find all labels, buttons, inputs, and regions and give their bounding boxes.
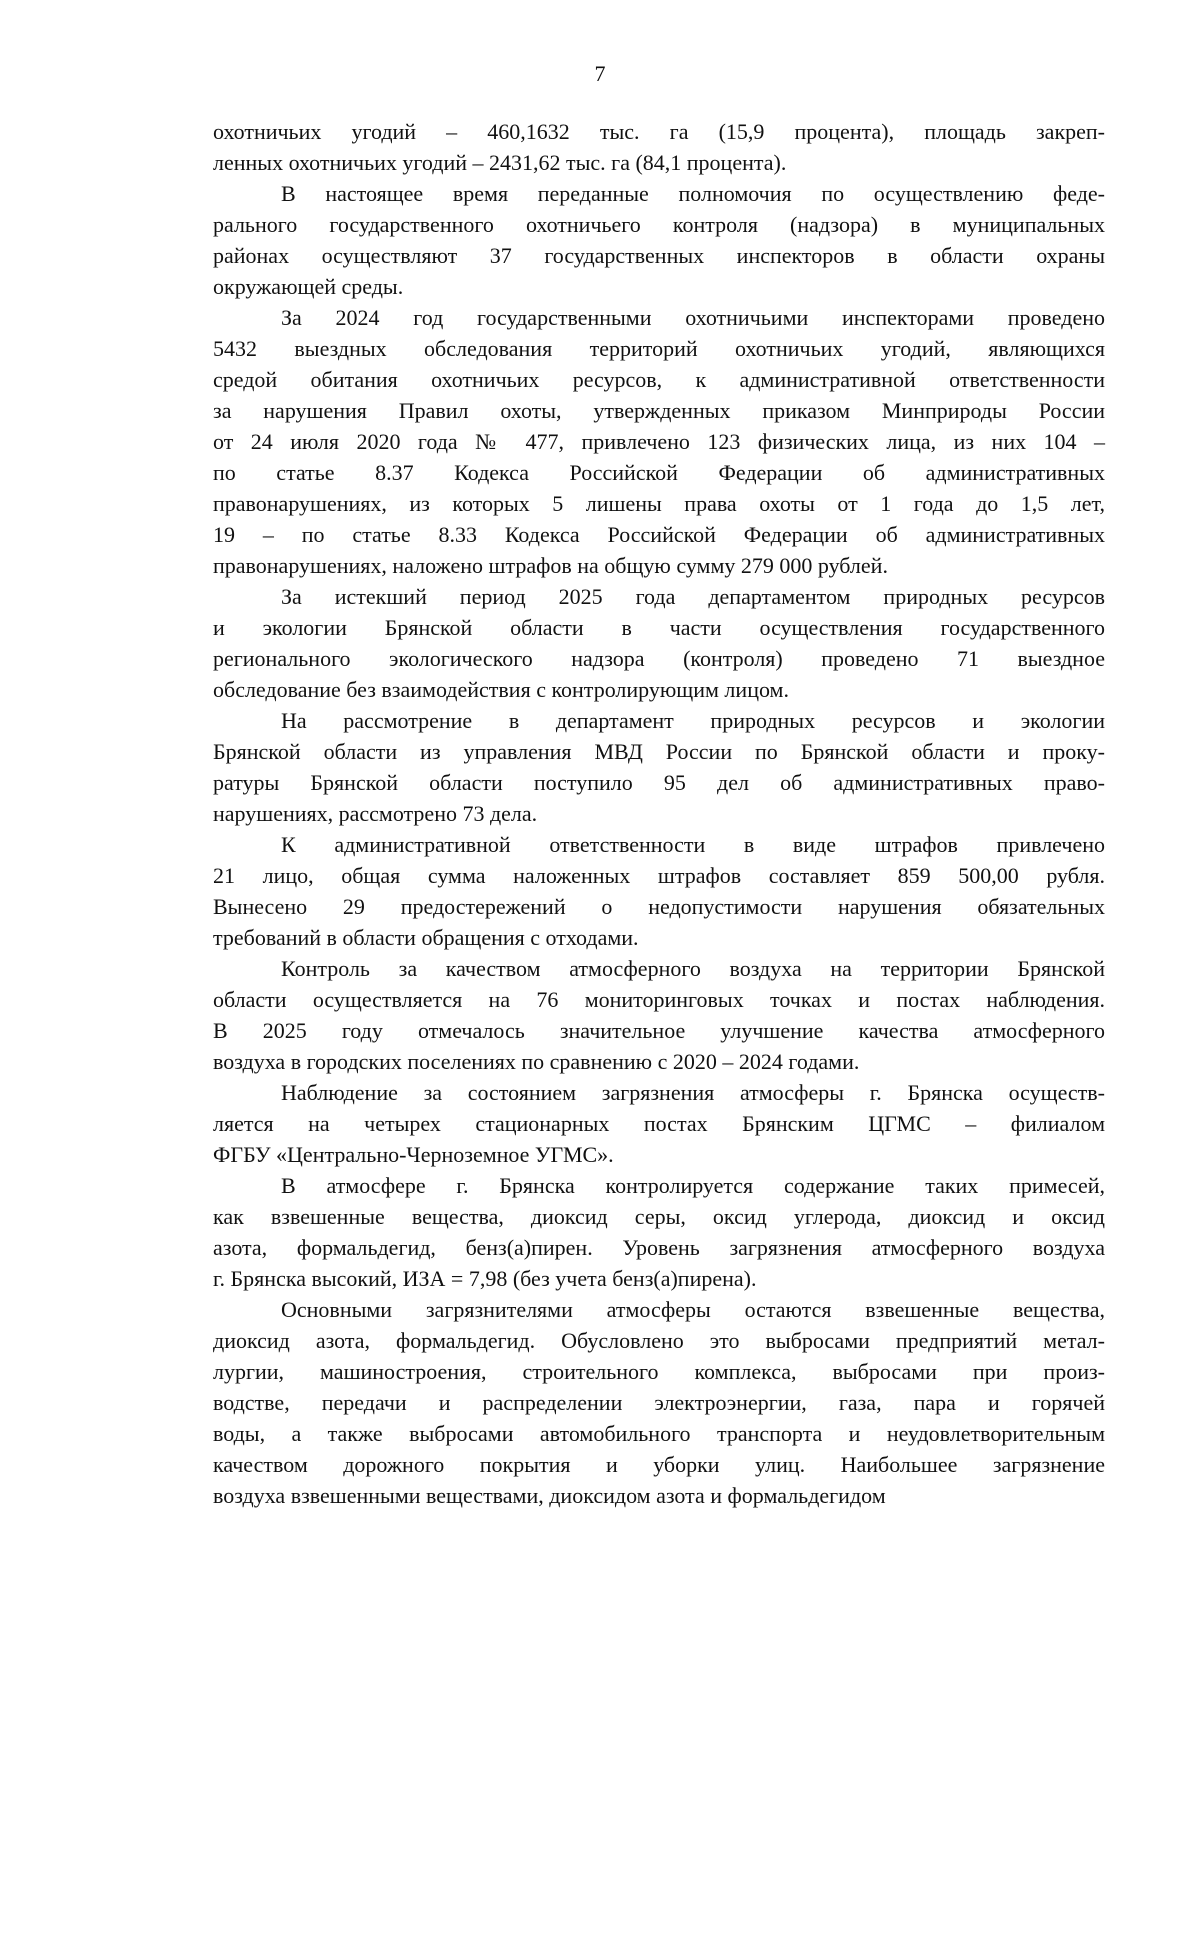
text-line: охотничьих угодий – 460,1632 тыс. га (15,9 процента), площадь закреп-: [213, 119, 1105, 144]
text-line: Брянской области из управления МВД России по Брянской области и проку-: [213, 739, 1105, 764]
text-line: средой обитания охотничьих ресурсов, к административной ответственности: [213, 367, 1105, 392]
paragraph: [213, 829, 1105, 953]
text-line: по статье 8.37 Кодекса Российской Федерации об административных: [213, 460, 1105, 485]
text-line: ленных охотничьих угодий – 2431,62 тыс. га (84,1 процента).: [213, 150, 787, 175]
paragraph: [213, 178, 1105, 302]
paragraph: [213, 116, 1105, 178]
text-line: и экологии Брянской области в части осуществления государственного: [213, 615, 1105, 640]
text-line: окружающей среды.: [213, 274, 404, 299]
text-line: качеством дорожного покрытия и уборки улиц. Наибольшее загрязнение: [213, 1452, 1105, 1477]
text-line: азота, формальдегид, бенз(а)пирен. Уровень загрязнения атмосферного воздуха: [213, 1235, 1105, 1260]
text-line: диоксид азота, формальдегид. Обусловлено это выбросами предприятий метал-: [213, 1328, 1105, 1353]
text-line: В 2025 году отмечалось значительное улучшение качества атмосферного: [213, 1018, 1105, 1043]
text-line: рального государственного охотничьего контроля (надзора) в муниципальных: [213, 212, 1105, 237]
text-line: ляется на четырех стационарных постах Брянским ЦГМС – филиалом: [213, 1111, 1105, 1136]
text-line: районах осуществляют 37 государственных инспекторов в области охраны: [213, 243, 1105, 268]
text-line: воздуха взвешенными веществами, диоксидом азота и формальдегидом: [213, 1483, 886, 1508]
text-line: воздуха в городских поселениях по сравнению с 2020 – 2024 годами.: [213, 1049, 860, 1074]
paragraph: [213, 705, 1105, 829]
paragraph: [213, 953, 1105, 1077]
paragraph: [213, 581, 1105, 705]
text-line: 19 – по статье 8.33 Кодекса Российской Федерации об административных: [213, 522, 1105, 547]
paragraph: [213, 1170, 1105, 1294]
text-line: На рассмотрение в департамент природных ресурсов и экологии: [281, 708, 1105, 733]
text-line: В настоящее время переданные полномочия по осуществлению феде-: [281, 181, 1105, 206]
text-line: обследование без взаимодействия с контролирующим лицом.: [213, 677, 789, 702]
text-line: от 24 июля 2020 года № 477, привлечено 123 физических лица, из них 104 –: [213, 429, 1105, 454]
text-line: регионального экологического надзора (контроля) проведено 71 выездное: [213, 646, 1105, 671]
text-line: за нарушения Правил охоты, утвержденных приказом Минприроды России: [213, 398, 1105, 423]
text-line: ратуры Брянской области поступило 95 дел об административных право-: [213, 770, 1105, 795]
text-line: г. Брянска высокий, ИЗА = 7,98 (без учета бенз(а)пирена).: [213, 1266, 757, 1291]
text-line: Контроль за качеством атмосферного воздуха на территории Брянской: [281, 956, 1105, 981]
text-line: лургии, машиностроения, строительного комплекса, выбросами при произ-: [213, 1359, 1105, 1384]
text-line: В атмосфере г. Брянска контролируется содержание таких примесей,: [281, 1173, 1105, 1198]
text-line: водстве, передачи и распределении электроэнергии, газа, пара и горячей: [213, 1390, 1105, 1415]
text-line: требований в области обращения с отходами.: [213, 925, 639, 950]
text-line: Основными загрязнителями атмосферы остаются взвешенные вещества,: [281, 1297, 1105, 1322]
text-line: правонарушениях, наложено штрафов на общую сумму 279 000 рублей.: [213, 553, 888, 578]
text-line: За истекший период 2025 года департаментом природных ресурсов: [281, 584, 1105, 609]
text-line: 5432 выездных обследования территорий охотничьих угодий, являющихся: [213, 336, 1105, 361]
text-line: 21 лицо, общая сумма наложенных штрафов составляет 859 500,00 рубля.: [213, 863, 1105, 888]
text-line: области осуществляется на 76 мониторинговых точках и постах наблюдения.: [213, 987, 1105, 1012]
text-line: ФГБУ «Центрально-Черноземное УГМС».: [213, 1142, 614, 1167]
paragraph: [213, 1294, 1105, 1511]
text-line: Вынесено 29 предостережений о недопустимости нарушения обязательных: [213, 894, 1105, 919]
text-line: как взвешенные вещества, диоксид серы, оксид углерода, диоксид и оксид: [213, 1204, 1105, 1229]
text-line: Наблюдение за состоянием загрязнения атмосферы г. Брянска осуществ-: [281, 1080, 1105, 1105]
text-line: К административной ответственности в виде штрафов привлечено: [281, 832, 1105, 857]
text-line: правонарушениях, из которых 5 лишены права охоты от 1 года до 1,5 лет,: [213, 491, 1105, 516]
text-line: За 2024 год государственными охотничьими инспекторами проведено: [281, 305, 1105, 330]
document-body: [213, 116, 1105, 1511]
paragraph: [213, 1077, 1105, 1170]
text-line: нарушениях, рассмотрено 73 дела.: [213, 801, 538, 826]
text-line: воды, а также выбросами автомобильного транспорта и неудовлетворительным: [213, 1421, 1105, 1446]
paragraph: [213, 302, 1105, 581]
page-number: 7: [594, 61, 606, 86]
